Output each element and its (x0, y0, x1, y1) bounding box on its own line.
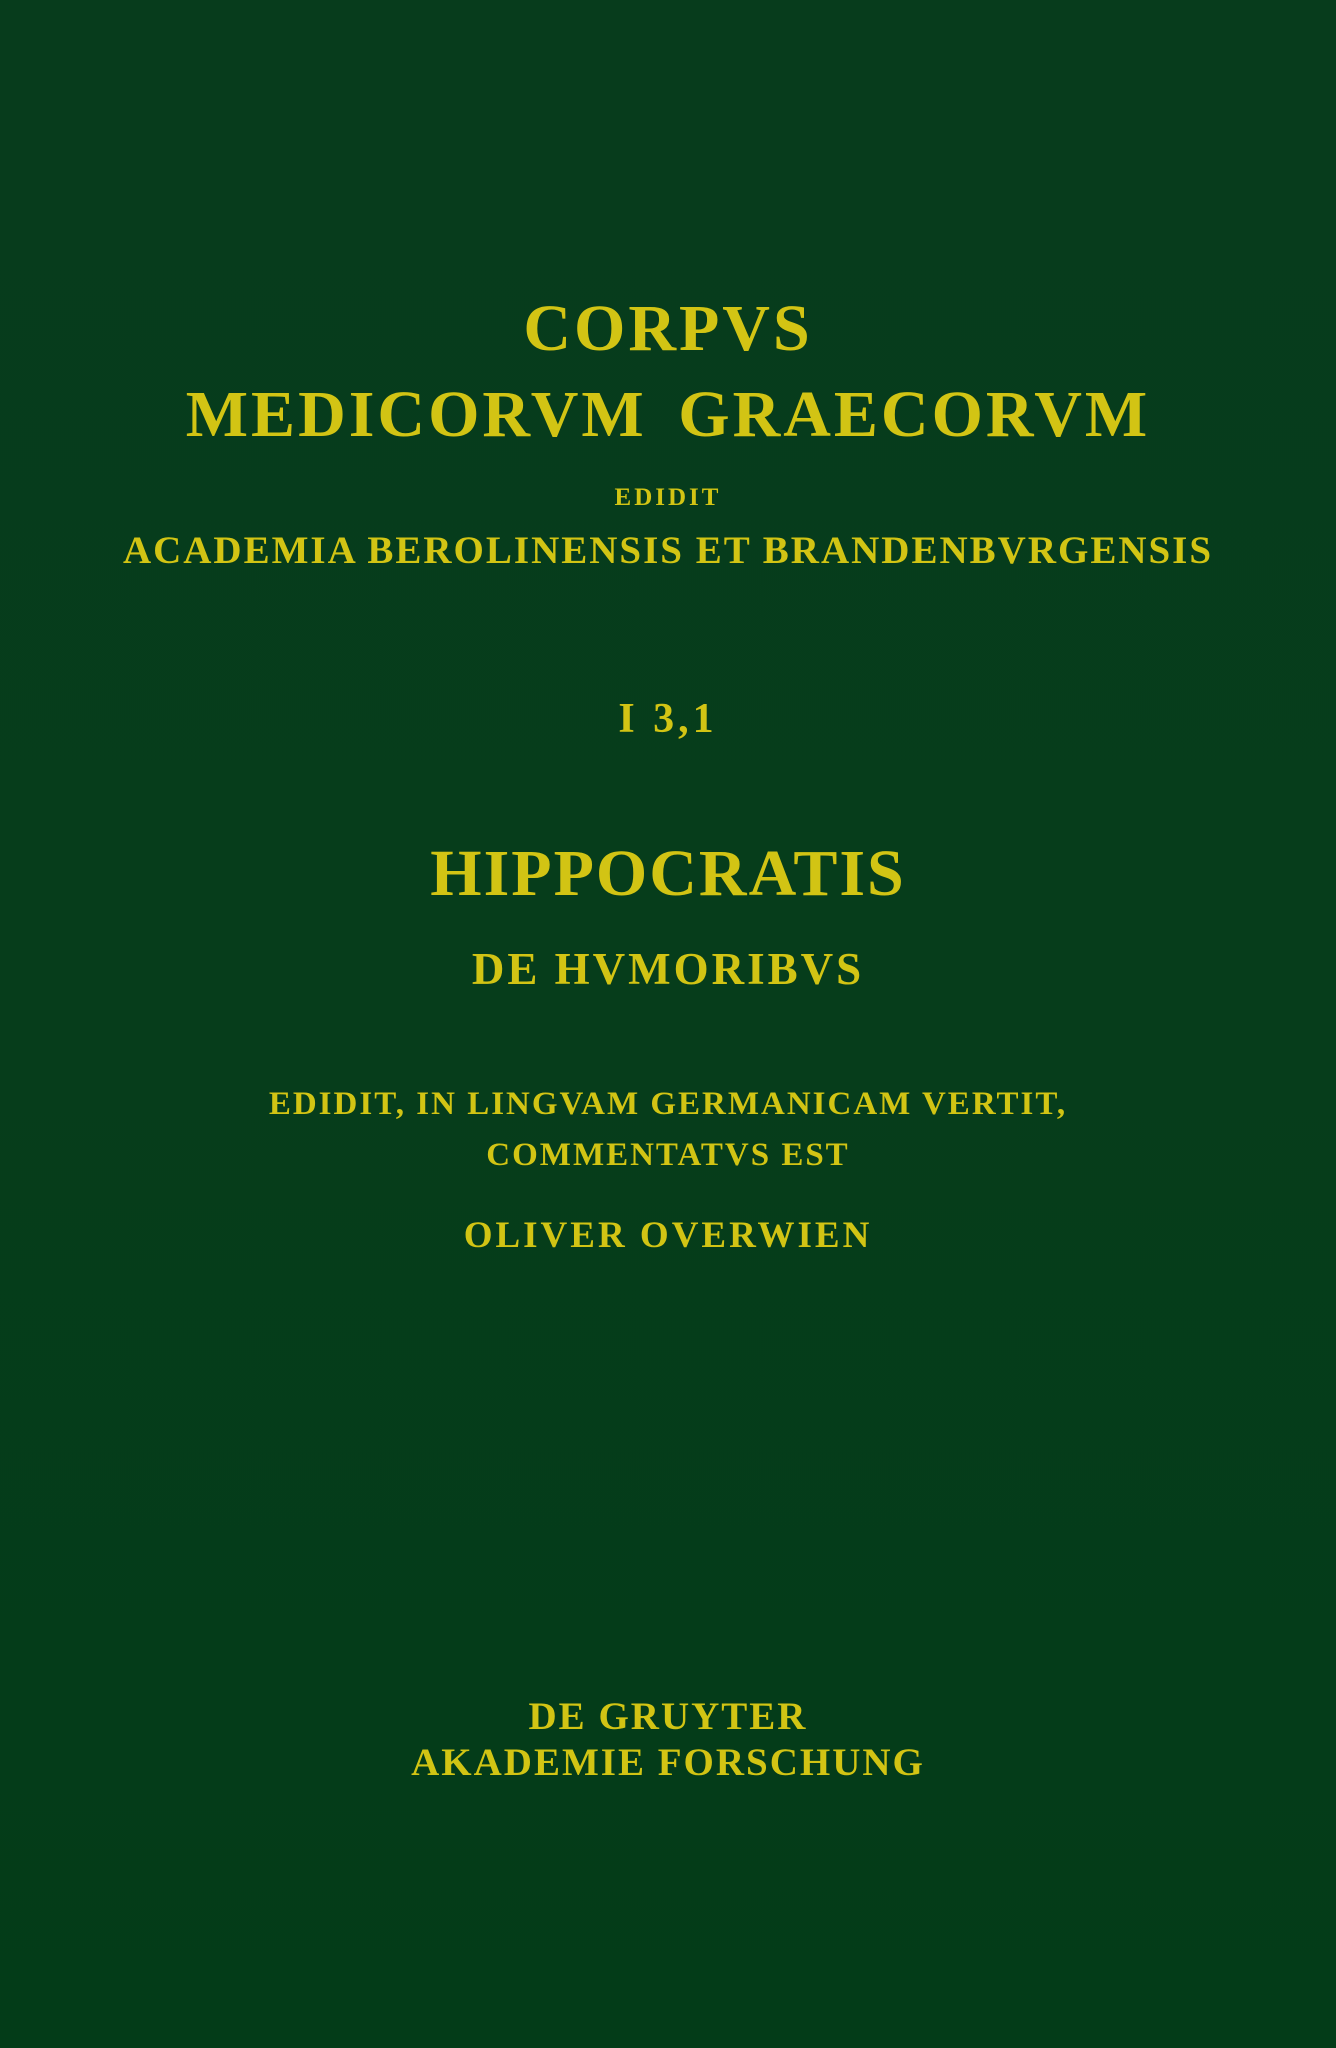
editor-note-line-1: EDIDIT, IN LINGVAM GERMANICAM VERTIT, (268, 1086, 1068, 1122)
editor-note-line-2: COMMENTATVS EST (486, 1137, 850, 1173)
author-title: HIPPOCRATIS (430, 837, 906, 910)
editor-name: OLIVER OVERWIEN (463, 1215, 873, 1256)
series-title-line-1: CORPVS (523, 292, 813, 365)
work-title: DE HVMORIBVS (471, 944, 865, 994)
volume-number: I 3,1 (618, 696, 718, 742)
series-title-line-2: MEDICORVM GRAECORVM (185, 378, 1151, 451)
publisher-name: DE GRUYTER (528, 1695, 808, 1738)
publisher-imprint: AKADEMIE FORSCHUNG (411, 1741, 925, 1784)
edidit-label: EDIDIT (614, 484, 722, 511)
academy-name: ACADEMIA BEROLINENSIS ET BRANDENBVRGENSIS (122, 529, 1214, 572)
